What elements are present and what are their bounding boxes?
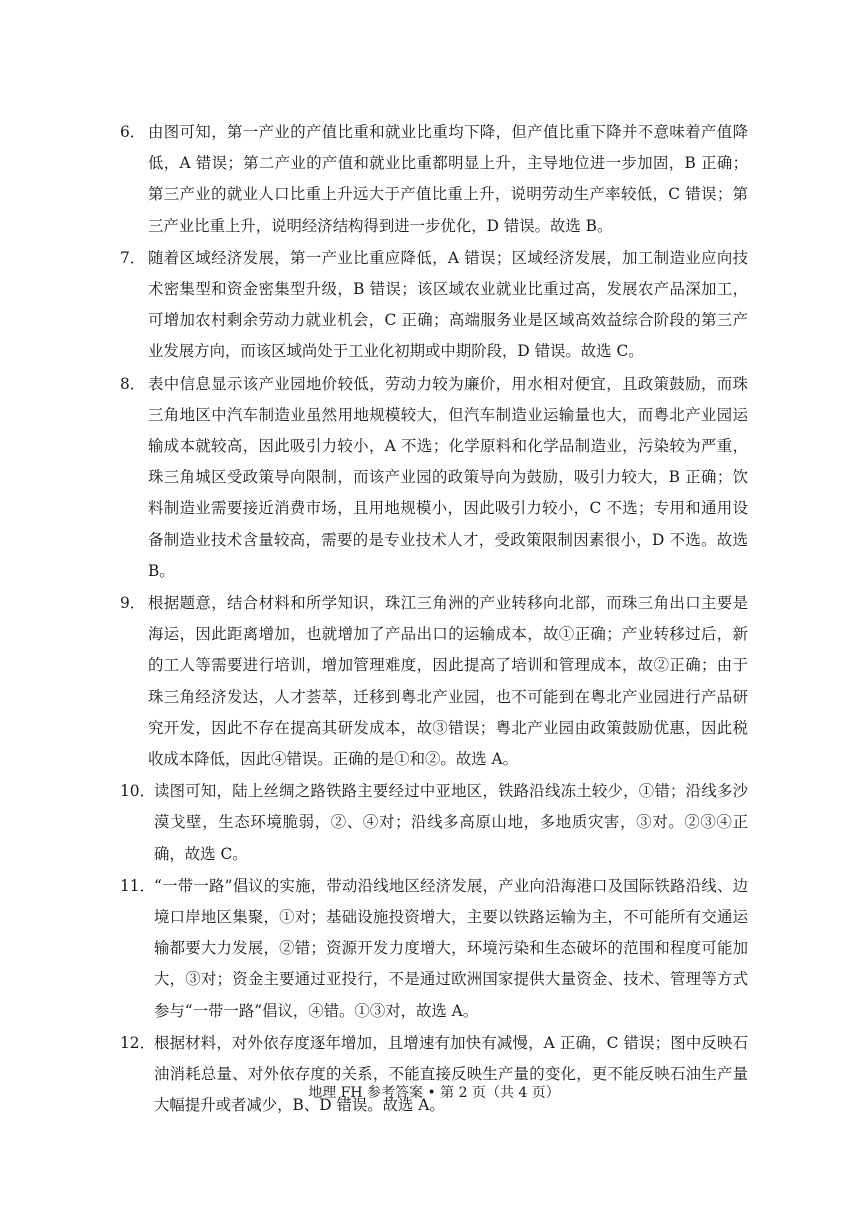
answer-item-10	[120, 776, 748, 870]
answer-text: 读图可知，陆上丝绸之路铁路主要经过中亚地区，铁路沿线冻土较少，①错；沿线多沙漠戈壁，生态环境脆弱，②、④对；沿线多高原山地，多地质灾害，③对。②③④正确，故选 C。	[154, 782, 748, 863]
answer-item-6	[120, 117, 748, 242]
answer-list	[120, 117, 748, 1122]
page-footer: 地理 FH 参考答案 • 第 2 页（共 4 页）	[308, 1085, 560, 1101]
answer-text: 根据题意，结合材料和所学知识，珠江三角洲的产业转移向北部，而珠三角出口主要是海运，因此距离增加，也就增加了产品出口的运输成本，故①正确；产业转移过后，新的工人等需要进行培训，增加管理难度，因此提高了培训和管理成本，故②正确；由于珠三角经济发达，人才荟萃，迁移到粤北产业园，也不可能到在粤北产业园进行产品研究开发，因此不存在提高其研发成本，故③错误；粤北产业园由政策鼓励优惠，因此税收成本降低，因此④错误。正确的是①和②。故选 A。	[148, 594, 748, 769]
answer-text: 随着区域经济发展，第一产业比重应降低，A 错误；区域经济发展，加工制造业应向技术密集型和资金密集型升级，B 错误；该区域农业就业比重过高，发展农产品深加工，可增加农村剩余劳动力就业机会，C 正确；高端服务业是区域高效益综合阶段的第三产业发展方向，而该区域尚处于工业化初期或中期阶段，D 错误。故选 C。	[148, 248, 748, 361]
answer-item-9	[120, 588, 748, 775]
answer-item-8	[120, 369, 748, 587]
answer-item-11	[120, 871, 748, 1027]
answer-number: 12．	[120, 1033, 155, 1052]
answer-number: 11．	[120, 876, 155, 895]
answer-number: 6．	[120, 123, 146, 141]
answer-item-7	[120, 243, 748, 368]
answer-text: 由图可知，第一产业的产值比重和就业比重均下降，但产值比重下降并不意味着产值降低，A 错误；第二产业的产值和就业比重都明显上升，主导地位进一步加固，B 正确；第三产业的就业人口比重上升远大于产值比重上升，说明劳动生产率较低，C 错误；第三产业比重上升，说明经济结构得到进一步优化，D 错误。故选 B。	[148, 123, 748, 235]
answer-number: 10．	[120, 782, 155, 801]
answer-text: “一带一路”倡议的实施，带动沿线地区经济发展，产业向沿海港口及国际铁路沿线、边境口岸地区集聚，①对；基础设施投资增大，主要以铁路运输为主，不可能所有交通运输都要大力发展，②错；资源开发力度增大，环境污染和生态破坏的范围和程度可能加大，③对；资金主要通过亚投行，不是通过欧洲国家提供大量资金、技术、管理等方式参与“一带一路”倡议，④错。①③对，故选 A。	[154, 876, 748, 1020]
answer-text: 表中信息显示该产业园地价较低，劳动力较为廉价，用水相对便宜，且政策鼓励，而珠三角地区中汽车制造业虽然用地规模较大，但汽车制造业运输量也大，而粤北产业园运输成本就较高，因此吸引力较小，A 不选；化学原料和化学品制造业，污染较为严重，珠三角城区受政策导向限制，而该产业园的政策导向为鼓励，吸引力较大，B 正确；饮料制造业需要接近消费市场，且用地规模小，因此吸引力较小，C 不选；专用和通用设备制造业技术含量较高，需要的是专业技术人才，受政策限制因素很小，D 不选。故选 B。	[148, 374, 748, 580]
answer-number: 7．	[120, 248, 146, 267]
answer-number: 8．	[120, 374, 146, 393]
answer-text: 根据材料，对外依存度逐年增加，且增速有加快有减慢，A 正确，C 错误；图中反映石油消耗总量、对外依存度的关系，不能直接反映生产量的变化，更不能反映石油生产量大幅提升或者减少，B、D 错误。故选 A。	[154, 1033, 748, 1115]
answer-item-12	[120, 1028, 748, 1122]
answer-number: 9．	[120, 594, 146, 613]
